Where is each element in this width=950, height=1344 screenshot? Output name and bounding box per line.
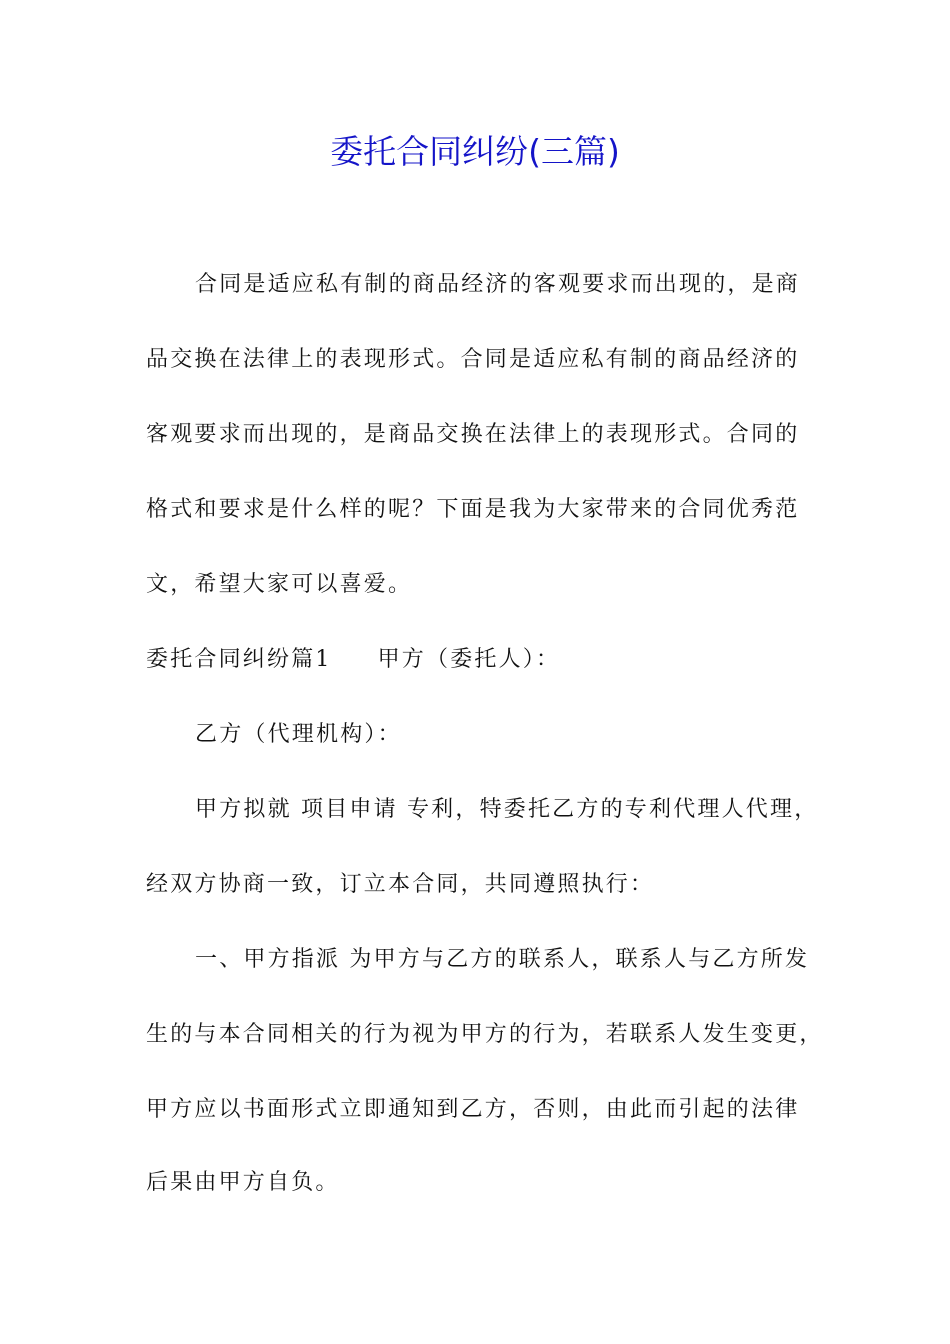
body-line-2: 经双方协商一致，订立本合同，共同遵照执行： [146, 872, 655, 897]
section-heading-row [146, 645, 816, 675]
body-line-3: 一、甲方指派 为甲方与乙方的联系人，联系人与乙方所发 [195, 947, 810, 972]
party-b-label: 乙方（代理机构）： [195, 722, 402, 747]
intro-line-3: 客观要求而出现的，是商品交换在法律上的表现形式。合同的 [146, 422, 800, 447]
intro-line-5: 文，希望大家可以喜爱。 [146, 572, 413, 597]
body-line-1: 甲方拟就 项目申请 专利，特委托乙方的专利代理人代理， [195, 797, 819, 822]
document-title: 委托合同纠纷(三篇) [330, 132, 620, 171]
body-line-4: 生的与本合同相关的行为视为甲方的行为，若联系人发生变更， [146, 1022, 824, 1047]
intro-line-4: 格式和要求是什么样的呢？下面是我为大家带来的合同优秀范 [146, 497, 800, 522]
body-line-5: 甲方应以书面形式立即通知到乙方，否则，由此而引起的法律 [146, 1097, 800, 1122]
section-heading: 委托合同纠纷篇1 [146, 647, 332, 672]
intro-line-1: 合同是适应私有制的商品经济的客观要求而出现的，是商 [195, 272, 801, 297]
intro-line-2: 品交换在法律上的表现形式。合同是适应私有制的商品经济的 [146, 347, 800, 372]
body-line-6: 后果由甲方自负。 [146, 1170, 340, 1195]
party-a-label: 甲方（委托人）： [377, 647, 561, 672]
